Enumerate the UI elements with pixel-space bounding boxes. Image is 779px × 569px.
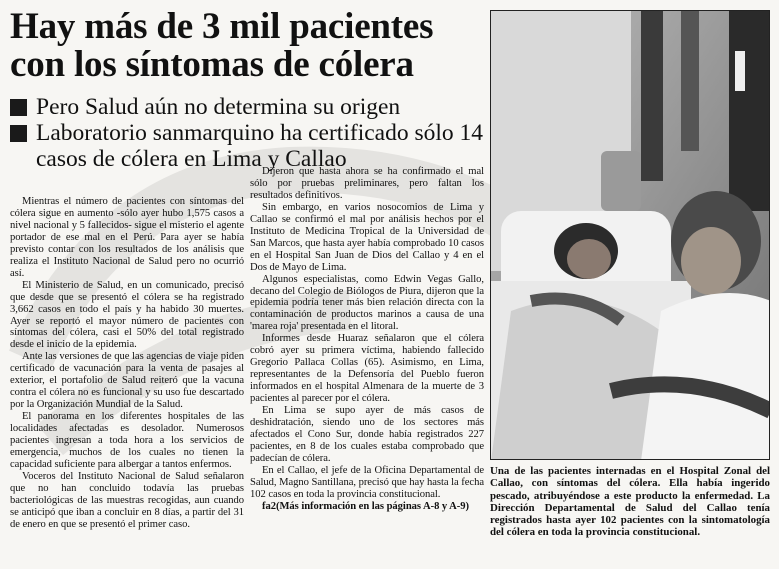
subheads — [10, 94, 490, 172]
news-photo — [490, 10, 770, 460]
bullet-square-icon — [10, 125, 27, 142]
paragraph: En el Callao, el jefe de la Oficina Departamental de Salud, Magno Santillana, precisó que hay hasta la fecha 102 casos en toda la provincia constitucional. — [250, 464, 484, 500]
subhead-1 — [10, 94, 490, 120]
subhead-2-text: Laboratorio sanmarquino ha certificado sólo 14 casos de cólera en Lima y Callao — [36, 120, 484, 172]
headline: Hay más de 3 mil pacientes con los síntomas de cólera — [10, 6, 434, 85]
paragraph: En Lima se supo ayer de más casos de deshidratación, siendo uno de los sectores más afectados el Cono Sur, donde había registrados 227 pacientes, en 8 de los cuales estaba comprobado que padecían de cólera. — [250, 405, 484, 464]
paragraph: Sin embargo, en varios nosocomios de Lima y Callao se confirmó el mal por análisis hechos por el Instituto de Medicina Tropical de la Universidad de San Marcos, que hasta ayer había comprobado 10 casos en el Hospital San Juan de Dios del Callao y 4 en el Dos de Mayo de Lima. — [250, 201, 484, 273]
article-column-2 — [250, 166, 484, 513]
paragraph: El Ministerio de Salud, en un comunicado, precisó que desde que se presentó el cólera se ha registrado 3,662 casos en todo el país y ha habido 30 muertes. Ayer se reportó el mayor número de pacientes con síntomas del cólera, casi el 50% del total registrado desde el inicio de la epidemia. — [10, 279, 244, 351]
paragraph: Algunos especialistas, como Edwin Vegas Gallo, decano del Colegio de Biólogos de Piura, dijeron que la epidemia podría tener más bien relación directa con la contaminación de productos marinos a causa de una 'marea roja' presentada en el litoral. — [250, 273, 484, 333]
photo-illustration — [491, 11, 770, 460]
page-reference: fa2(Más información en las páginas A-8 y A-9) — [262, 500, 469, 512]
paragraph: El panorama en los diferentes hospitales de las localidades afectadas es desolador. Numerosos pacientes ingresan a toda hora a los servicios de emergencia, muchos de los cuales no tienen la capacidad suficiente para albergar a tantos enfermos. — [10, 411, 244, 470]
paragraph: Dijeron que hasta ahora se ha confirmado el mal sólo por pruebas preliminares, pero faltan los resultados definitivos. — [250, 166, 484, 201]
bullet-square-icon — [10, 99, 27, 116]
paragraph: Voceros del Instituto Nacional de Salud señalaron que no han concluido todavía las pruebas bacteriológicas de las muestras recogidas, aun cuando se anticipó que iban a concluir en 8 días, a partir del 31 de enero en que se presentó el primer caso. — [10, 470, 244, 530]
paragraph: Ante las versiones de que las agencias de viaje piden certificado de vacunación para la venta de pasajes al exterior, el portafolio de Salud reiteró que la vacuna contra el cólera no es funcional y su uso fue descartado por la Organización Mundial de la Salud. — [10, 351, 244, 411]
paragraph: Mientras el número de pacientes con síntomas del cólera sigue en aumento -sólo ayer hubo 1,575 casos a nivel nacional y 5 fallecidos- sigue el misterio el agente portador de ese mal en el Perú. Para ayer se había previsto contar con los resultados de los análisis que realiza el Instituto Nacional de Salud pero no ocurrió así. — [10, 196, 244, 279]
subhead-2 — [10, 120, 490, 172]
photo-caption: Una de las pacientes internadas en el Hospital Zonal del Callao, con síntomas del cólera. Ella había ingerido pescado, atribuyéndose a este producto la enfermedad. La Dirección Departamental de Salud del Callao tenía registrados hasta ayer 102 pacientes con la sintomatología del cólera en toda la provincia constitucional. — [490, 465, 770, 539]
paragraph: Informes desde Huaraz señalaron que el cólera cobró ayer su primera víctima, habiendo fallecido Gregorio Pallaca Collas (65). Asimismo, en Lima, representantes de la Defensoría del Pueblo fueron informados en el hospital Almenara de la muerte de 3 pacientes al parecer por el cólera. — [250, 333, 484, 405]
article-column-1 — [10, 196, 244, 531]
subhead-1-text: Pero Salud aún no determina su origen — [36, 94, 401, 120]
